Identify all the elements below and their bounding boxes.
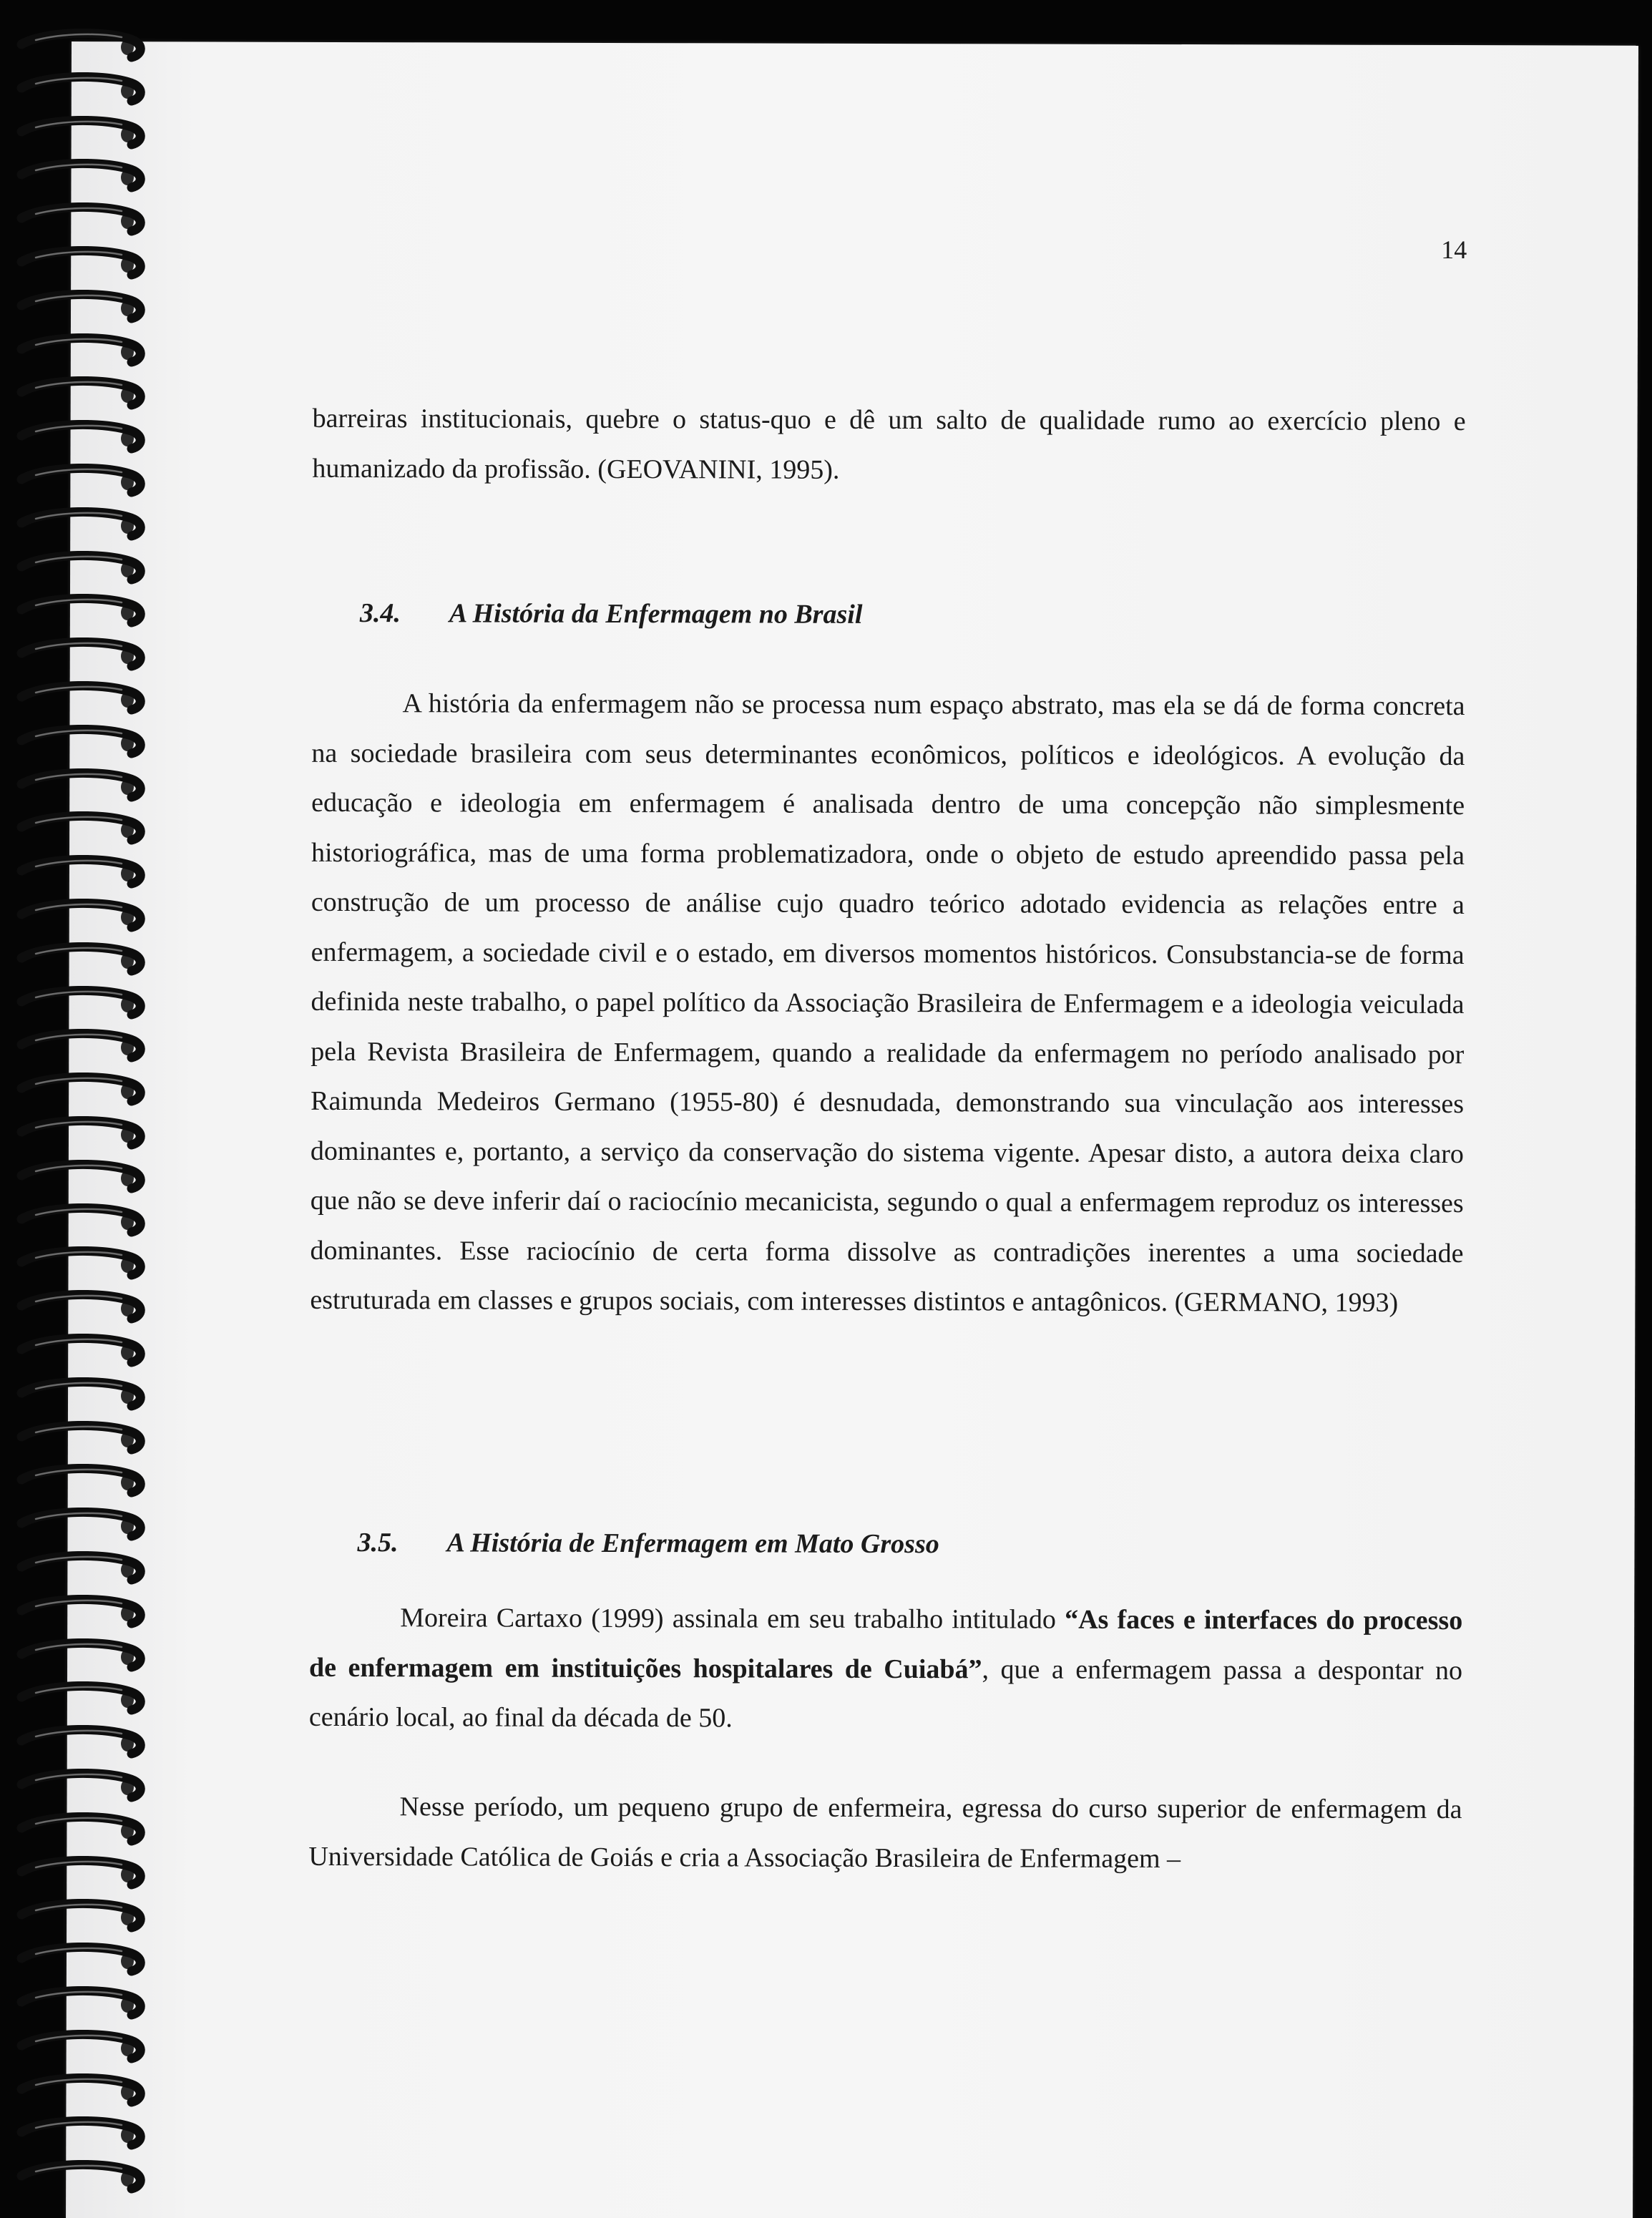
page-number: 14 <box>1441 235 1467 265</box>
paragraph-text: Moreira Cartaxo (1999) assinala em seu trabalho intitulado <box>400 1603 1065 1635</box>
section-number: 3.5. <box>357 1528 399 1558</box>
section-title: A História da Enfermagem no Brasil <box>449 598 863 630</box>
continuation-paragraph: barreiras institucionais, quebre o status-quo e dê um salto de qualidade rumo ao exercício pleno e humanizado da profissão. (GEOVANINI, 1995). <box>312 403 1466 485</box>
section-title: A História de Enfermagem em Mato Grosso <box>446 1528 939 1560</box>
paragraph-text: , que a enfermagem passa a despontar no cenário local, ao final da década de 50. <box>308 1653 1463 1734</box>
section-3-5-paragraph-2: Nesse período, um pequeno grupo de enfermeira, egressa do curso superior de enfermagem da Universidade Católica de Goiás e cria a Associação Brasileira de Enfermagem – <box>308 1792 1462 1874</box>
section-number: 3.4. <box>359 598 401 629</box>
section-heading-3-4 <box>360 597 863 630</box>
section-3-4-paragraph: A história da enfermagem não se processa num espaço abstrato, mas ela se dá de forma concreta na sociedade brasileira com seus determinantes econômicos, políticos e ideológicos. A evolução da educação e ideologia em enfermagem é analisada dentro de uma concepção não simplesmente historiográfica, mas de uma forma problematizadora, onde o objeto de estudo apreendido passa pela construção de um processo de análise cujo quadro teórico adotado evidencia as relações entre a enfermagem, a sociedade civil e o estado, em diversos momentos históricos. Consubstancia-se de forma definida neste trabalho, o papel político da Associação Brasileira de Enfermagem e a ideologia veiculada pela Revista Brasileira de Enfermagem, quando a realidade da enfermagem no período analisado por Raimunda Medeiros Germano (1955-80) é desnudada, demonstrando sua vinculação aos interesses dominantes e, portanto, a serviço da conservação do sistema vigente. Apesar disto, a autora deixa claro que não se deve inferir daí o raciocínio mecanicista, segundo o qual a enfermagem reproduz os interesses dominantes. Esse raciocínio de certa forma dissolve as contradições inerentes a uma sociedade estruturada em classes e grupos sociais, com interesses distintos e antagônicos. (GERMANO, 1993) <box>310 688 1465 1318</box>
section-3-5-paragraph-1 <box>309 1593 1463 1746</box>
section-heading-3-5 <box>357 1527 939 1560</box>
document-page <box>66 41 1638 2218</box>
work-title: “As faces e interfaces do processo de enfermagem em instituições hospitalares de Cuiabá” <box>308 1604 1463 1684</box>
